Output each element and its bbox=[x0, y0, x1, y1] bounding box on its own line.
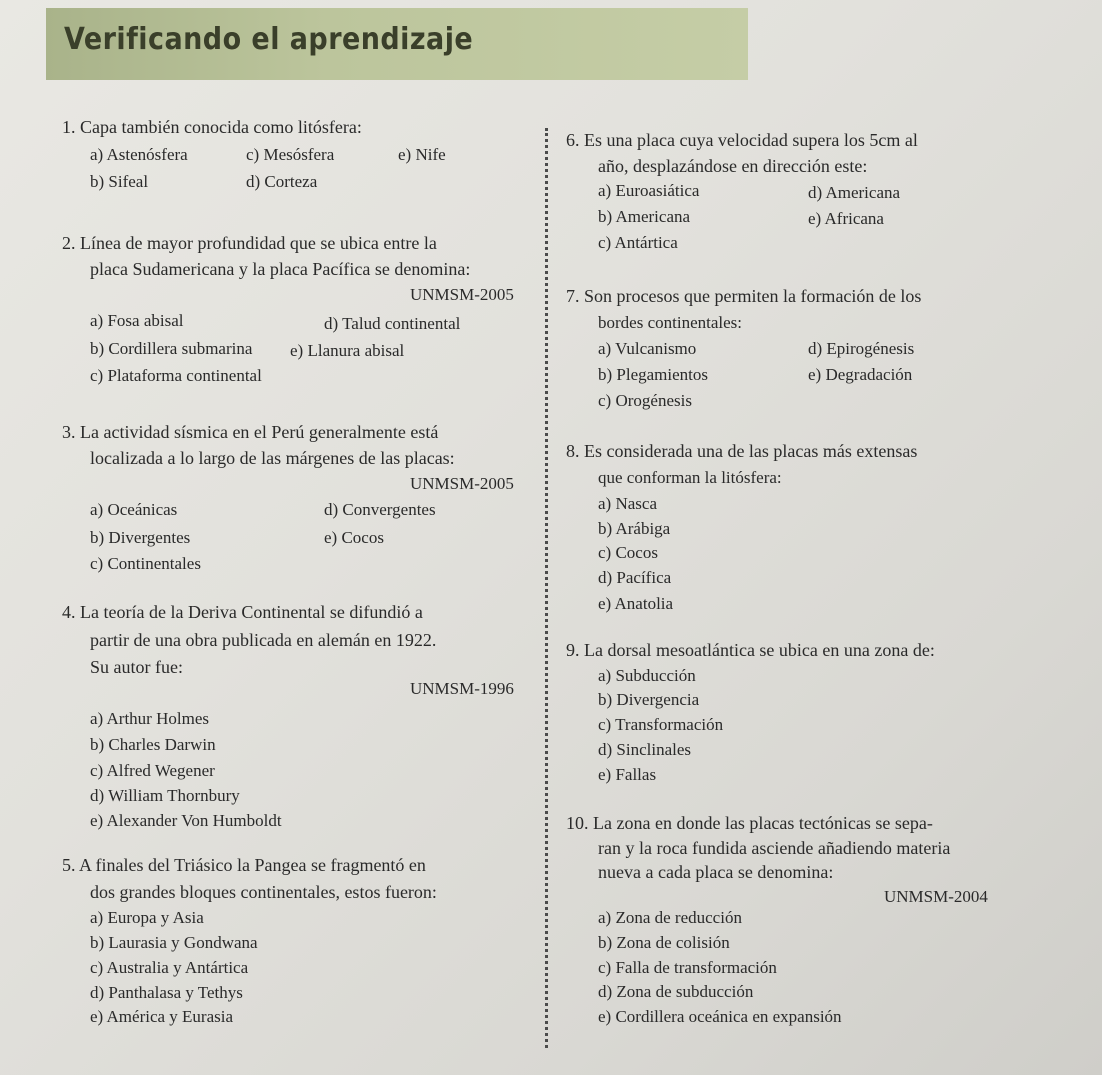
question-5-option-a: a) Europa y Asia bbox=[90, 908, 204, 927]
question-2-stem-line-2: placa Sudamericana y la placa Pacífica se denomina: bbox=[90, 259, 471, 279]
question-9-stem: 9. La dorsal mesoatlántica se ubica en una zona de: bbox=[566, 640, 935, 660]
question-2-option-e: e) Llanura abisal bbox=[290, 341, 405, 360]
question-10-source: UNMSM-2004 bbox=[884, 887, 988, 906]
question-4-source: UNMSM-1996 bbox=[410, 679, 514, 698]
question-5-option-d: d) Panthalasa y Tethys bbox=[90, 983, 243, 1002]
question-4-stem-line-2: partir de una obra publicada en alemán en 1922. bbox=[90, 630, 437, 650]
question-9-option-e: e) Fallas bbox=[598, 765, 657, 784]
question-2-option-d: d) Talud continental bbox=[324, 314, 461, 333]
question-1-option-c: c) Mesósfera bbox=[246, 145, 335, 164]
question-7-option-b: b) Plegamientos bbox=[598, 365, 709, 384]
question-1-option-e: e) Nife bbox=[398, 145, 446, 164]
question-4-option-d: d) William Thornbury bbox=[90, 786, 240, 805]
question-9-option-a: a) Subducción bbox=[598, 666, 696, 685]
question-3-option-a: a) Oceánicas bbox=[90, 500, 178, 519]
question-3-option-d: d) Convergentes bbox=[324, 500, 436, 519]
question-10-option-d: d) Zona de subducción bbox=[598, 982, 754, 1001]
question-2-source: UNMSM-2005 bbox=[410, 285, 514, 304]
question-7-option-d: d) Epirogénesis bbox=[808, 339, 915, 358]
question-4-option-c: c) Alfred Wegener bbox=[90, 761, 215, 780]
question-10-stem-line-1: 10. La zona en donde las placas tectónicas se sepa- bbox=[566, 813, 933, 833]
question-5-option-c: c) Australia y Antártica bbox=[90, 958, 249, 977]
question-10-option-a: a) Zona de reducción bbox=[598, 908, 742, 927]
question-5-option-b: b) Laurasia y Gondwana bbox=[90, 933, 258, 952]
question-2-option-a: a) Fosa abisal bbox=[90, 311, 184, 330]
question-4-stem-line-1: 4. La teoría de la Deriva Continental se difundió a bbox=[62, 602, 423, 622]
question-5-stem-line-1: 5. A finales del Triásico la Pangea se fragmentó en bbox=[62, 855, 426, 875]
question-10-option-b: b) Zona de colisión bbox=[598, 933, 730, 952]
question-6-option-a: a) Euroasiática bbox=[598, 181, 700, 200]
question-10-option-c: c) Falla de transformación bbox=[598, 958, 777, 977]
question-7-option-a: a) Vulcanismo bbox=[598, 339, 697, 358]
question-4-option-b: b) Charles Darwin bbox=[90, 735, 216, 754]
question-7-stem-line-2: bordes continentales: bbox=[598, 313, 742, 332]
question-1-stem: 1. Capa también conocida como litósfera: bbox=[62, 117, 362, 137]
question-3-stem-line-1: 3. La actividad sísmica en el Perú generalmente está bbox=[62, 422, 439, 442]
question-6-option-b: b) Americana bbox=[598, 207, 691, 226]
question-8-option-d: d) Pacífica bbox=[598, 568, 672, 587]
question-4-option-e: e) Alexander Von Humboldt bbox=[90, 811, 282, 830]
question-4-option-a: a) Arthur Holmes bbox=[90, 709, 209, 728]
question-2-option-c: c) Plataforma continental bbox=[90, 366, 262, 385]
question-3-option-b: b) Divergentes bbox=[90, 528, 191, 547]
question-7-stem-line-1: 7. Son procesos que permiten la formación de los bbox=[566, 286, 922, 306]
question-6-option-c: c) Antártica bbox=[598, 233, 678, 252]
question-1-option-b: b) Sifeal bbox=[90, 172, 149, 191]
question-10-stem-line-3: nueva a cada placa se denomina: bbox=[598, 862, 834, 882]
question-10-option-e: e) Cordillera oceánica en expansión bbox=[598, 1007, 842, 1026]
question-1-option-d: d) Corteza bbox=[246, 172, 318, 191]
question-10-stem-line-2: ran y la roca fundida asciende añadiendo materia bbox=[598, 838, 951, 858]
question-1-option-a: a) Astenósfera bbox=[90, 145, 188, 164]
question-2-stem-line-1: 2. Línea de mayor profundidad que se ubica entre la bbox=[62, 233, 437, 253]
question-9-option-b: b) Divergencia bbox=[598, 690, 700, 709]
question-7-option-c: c) Orogénesis bbox=[598, 391, 692, 410]
question-5-stem-line-2: dos grandes bloques continentales, estos fueron: bbox=[90, 882, 437, 902]
question-8-option-a: a) Nasca bbox=[598, 494, 657, 513]
question-8-option-b: b) Arábiga bbox=[598, 519, 671, 538]
question-8-stem-line-2: que conforman la litósfera: bbox=[598, 468, 782, 487]
question-9-option-d: d) Sinclinales bbox=[598, 740, 692, 759]
column-divider bbox=[545, 128, 548, 1048]
question-3-source: UNMSM-2005 bbox=[410, 474, 514, 493]
question-3-option-e: e) Cocos bbox=[324, 528, 384, 547]
question-5-option-e: e) América y Eurasia bbox=[90, 1007, 234, 1026]
question-6-option-e: e) Africana bbox=[808, 209, 884, 228]
question-8-stem-line-1: 8. Es considerada una de las placas más extensas bbox=[566, 441, 918, 461]
question-6-option-d: d) Americana bbox=[808, 183, 901, 202]
question-8-option-e: e) Anatolia bbox=[598, 594, 674, 613]
question-2-option-b: b) Cordillera submarina bbox=[90, 339, 253, 358]
question-3-option-c: c) Continentales bbox=[90, 554, 201, 573]
question-6-stem-line-1: 6. Es una placa cuya velocidad supera los 5cm al bbox=[566, 130, 918, 150]
question-7-option-e: e) Degradación bbox=[808, 365, 913, 384]
question-6-stem-line-2: año, desplazándose en dirección este: bbox=[598, 156, 868, 176]
question-9-option-c: c) Transformación bbox=[598, 715, 724, 734]
question-8-option-c: c) Cocos bbox=[598, 543, 658, 562]
section-title: Verificando el aprendizaje bbox=[64, 22, 474, 57]
question-4-stem-line-3: Su autor fue: bbox=[90, 657, 183, 677]
question-3-stem-line-2: localizada a lo largo de las márgenes de las placas: bbox=[90, 448, 455, 468]
